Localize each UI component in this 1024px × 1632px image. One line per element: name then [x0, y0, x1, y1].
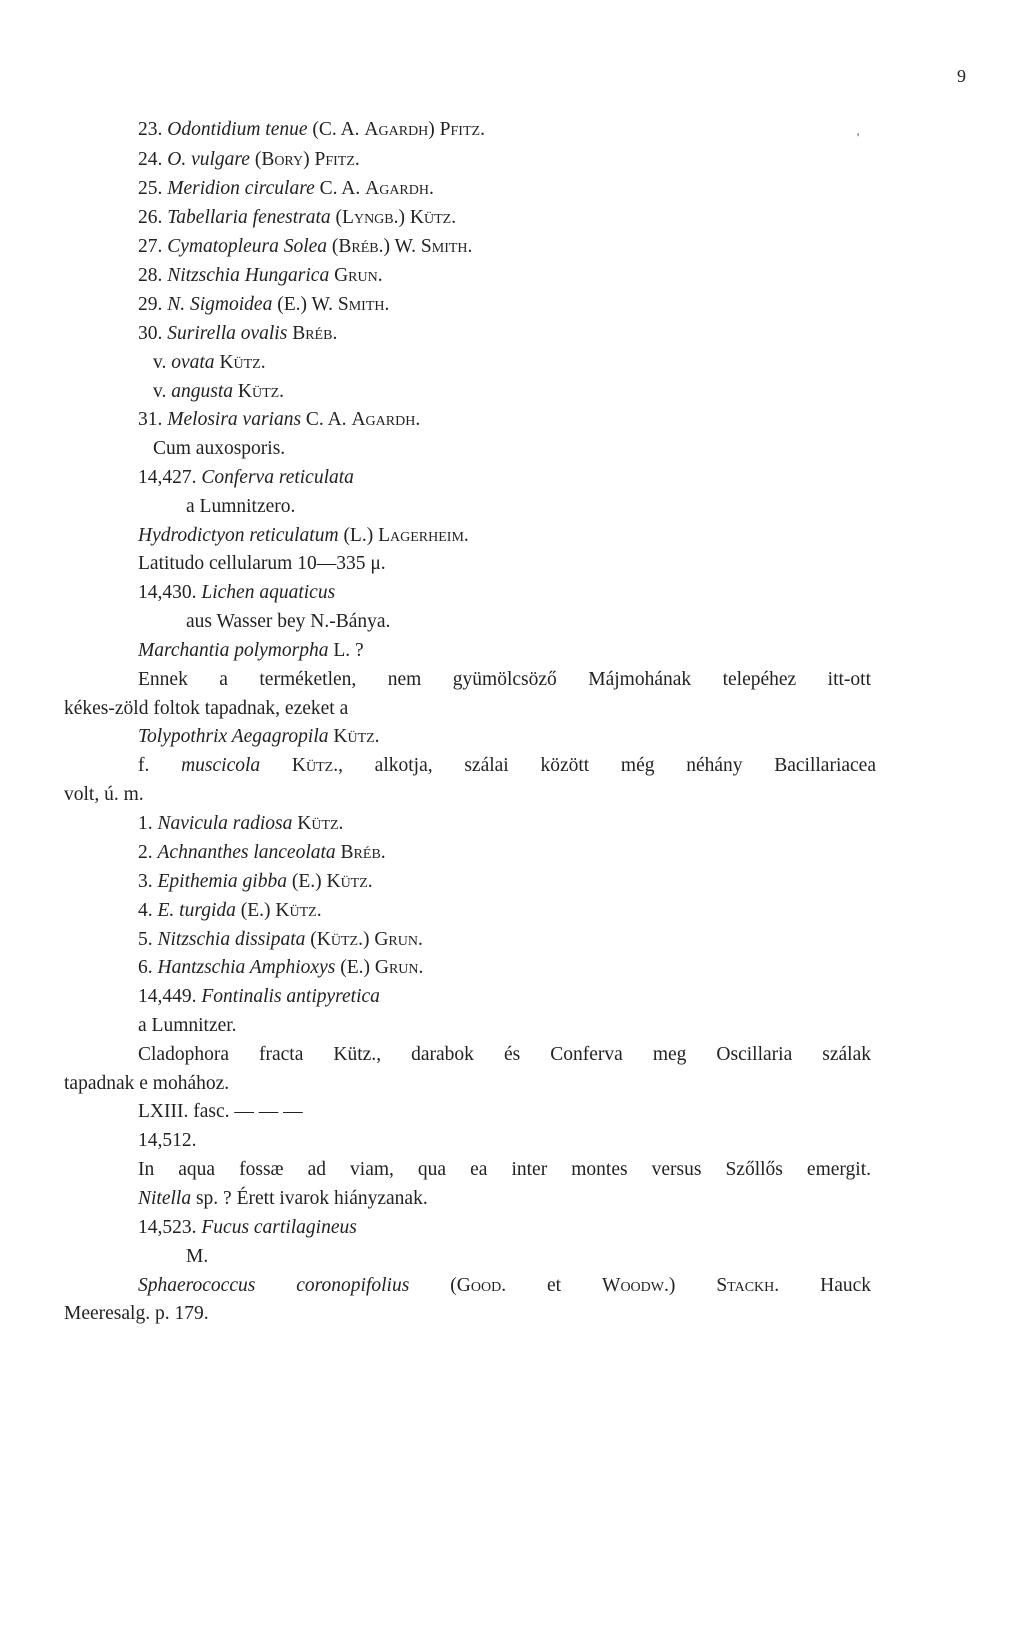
- species-name: Melosira varians: [167, 409, 302, 430]
- text-segment: Ennek a terméketlen, nem gyümölcsöző Májmohának telepéhez itt-ott: [138, 669, 871, 690]
- species-name: Nitzschia Hungarica: [167, 265, 330, 286]
- text-line: [138, 930, 423, 950]
- text-line: [64, 1304, 209, 1324]
- text-line: [138, 324, 337, 344]
- author-name: Kütz: [291, 755, 334, 776]
- text-segment: v.: [153, 381, 172, 402]
- text-segment: .: [417, 929, 423, 950]
- text-segment: 31.: [138, 409, 168, 430]
- author-name: Kütz: [316, 929, 359, 950]
- species-name: Conferva reticulata: [201, 467, 354, 488]
- species-name: Tabellaria fenestrata: [167, 207, 331, 228]
- text-segment: (: [305, 929, 317, 950]
- text-line: [138, 583, 335, 603]
- text-segment: 14,427.: [138, 467, 202, 488]
- author-name: Pfitz: [439, 119, 481, 140]
- text-segment: a Lumnitzero.: [186, 496, 296, 517]
- species-name: N. Sigmoidea: [167, 294, 273, 315]
- text-segment: [260, 755, 292, 776]
- text-line: [153, 439, 285, 459]
- author-name: Kütz: [275, 900, 317, 921]
- text-segment: .) W.: [378, 236, 421, 257]
- species-name: angusta: [171, 381, 233, 402]
- text-segment: .: [374, 726, 380, 747]
- text-segment: Meeresalg. p. 179.: [64, 1303, 209, 1324]
- text-line: [138, 901, 322, 921]
- text-segment: (E.): [286, 871, 327, 892]
- text-line: [138, 179, 434, 199]
- text-segment: .: [316, 900, 322, 921]
- text-segment: .): [358, 929, 375, 950]
- text-line: [153, 353, 266, 373]
- text-line: [138, 727, 380, 747]
- text-segment: .: [415, 409, 421, 430]
- text-segment: L. ?: [328, 640, 364, 661]
- text-line: [138, 1276, 871, 1296]
- author-name: Grun: [334, 265, 378, 286]
- text-line: [153, 382, 284, 402]
- text-segment: (: [409, 1275, 457, 1296]
- text-segment: 14,449.: [138, 986, 202, 1007]
- author-name: Bréb: [340, 842, 381, 863]
- text-line: [138, 814, 343, 834]
- text-segment: 4.: [138, 900, 158, 921]
- text-segment: (: [249, 149, 262, 170]
- author-name: Agardh: [351, 409, 416, 430]
- text-line: [64, 785, 144, 805]
- text-segment: M.: [186, 1246, 209, 1267]
- text-segment: .): [393, 207, 410, 228]
- author-name: Pfitz: [314, 149, 355, 170]
- author-name: Lyngb: [342, 207, 394, 228]
- text-line: [64, 1074, 229, 1094]
- species-name: Tolypothrix Aegagropila: [138, 726, 329, 747]
- author-name: Woodw: [602, 1275, 664, 1296]
- author-name: Kütz: [237, 381, 280, 402]
- text-segment: (E.): [335, 957, 375, 978]
- text-segment: 24.: [138, 149, 168, 170]
- text-segment: 5.: [138, 929, 158, 950]
- text-segment: .: [260, 352, 266, 373]
- text-line: [138, 641, 364, 661]
- species-name: Navicula radiosa: [157, 813, 293, 834]
- text-segment: tapadnak e mohához.: [64, 1073, 230, 1094]
- text-segment: .: [279, 381, 285, 402]
- text-line: [138, 756, 876, 776]
- species-name: Nitella: [138, 1188, 192, 1209]
- text-segment: .: [480, 119, 485, 140]
- text-segment: .: [367, 871, 373, 892]
- text-segment: 3.: [138, 871, 158, 892]
- text-segment: C. A.: [301, 409, 352, 430]
- text-line: [138, 1189, 428, 1209]
- text-segment: aus Wasser bey N.-Bánya.: [186, 611, 391, 632]
- text-segment: In aqua fossæ ad viam, qua ea inter montes versus Szőllős emergit.: [138, 1159, 871, 1180]
- text-segment: ., alkotja, szálai között még néhány Bacillariacea: [333, 755, 876, 776]
- text-segment: (L.): [338, 525, 379, 546]
- text-segment: .): [664, 1275, 717, 1296]
- text-segment: f.: [138, 755, 182, 776]
- author-name: Stackh: [716, 1275, 775, 1296]
- author-name: Bory: [261, 149, 304, 170]
- author-name: Grun: [374, 929, 418, 950]
- species-name: Hydrodictyon reticulatum: [138, 525, 339, 546]
- species-name: Cymatopleura Solea: [167, 236, 328, 257]
- text-segment: Cum auxosporis.: [153, 438, 286, 459]
- text-segment: (C. A.: [307, 119, 365, 140]
- text-line: [138, 1131, 197, 1151]
- text-segment: .: [332, 323, 338, 344]
- text-segment: 30.: [138, 323, 168, 344]
- text-line: [138, 208, 456, 228]
- text-line: [138, 670, 871, 690]
- text-segment: kékes-zöld foltok tapadnak, ezeket a: [64, 698, 349, 719]
- author-name: Kütz: [326, 871, 368, 892]
- text-segment: 25.: [138, 178, 168, 199]
- text-segment: .: [418, 957, 424, 978]
- text-segment: .: [384, 294, 390, 315]
- text-line: [138, 468, 354, 488]
- text-segment: . Hauck: [774, 1275, 871, 1296]
- text-segment: 14,523.: [138, 1217, 202, 1238]
- species-name: Marchantia polymorpha: [138, 640, 329, 661]
- author-name: Kütz: [219, 352, 261, 373]
- text-line: [138, 526, 469, 546]
- text-segment: .: [463, 525, 469, 546]
- text-segment: .: [451, 207, 457, 228]
- text-line: [138, 1218, 357, 1238]
- text-line: [138, 150, 360, 170]
- text-segment: 27.: [138, 236, 168, 257]
- species-name: Achnanthes lanceolata: [157, 842, 336, 863]
- text-segment: 6.: [138, 957, 158, 978]
- text-line: [138, 120, 485, 140]
- author-name: Kütz: [409, 207, 452, 228]
- text-segment: volt, ú. m.: [64, 784, 144, 805]
- text-segment: 23.: [138, 119, 168, 140]
- text-line: [138, 295, 389, 315]
- text-line: [138, 1016, 237, 1036]
- text-segment: .: [338, 813, 344, 834]
- species-name: Epithemia gibba: [157, 871, 287, 892]
- text-segment: C. A.: [314, 178, 366, 199]
- author-name: Agardh: [365, 178, 429, 199]
- species-name: Meridion circulare: [167, 178, 315, 199]
- species-name: O. vulgare: [167, 149, 250, 170]
- text-segment: 2.: [138, 842, 158, 863]
- text-line: [186, 612, 390, 632]
- text-line: [138, 237, 472, 257]
- species-name: muscicola: [181, 755, 261, 776]
- text-segment: .: [429, 178, 434, 199]
- text-segment: Cladophora fracta Kütz., darabok és Conferva meg Oscillaria szálak: [138, 1044, 871, 1065]
- text-segment: (: [327, 236, 339, 257]
- text-segment: .: [354, 149, 360, 170]
- species-name: Odontidium tenue: [167, 119, 308, 140]
- text-segment: .: [377, 265, 383, 286]
- author-name: Agardh: [364, 119, 429, 140]
- text-line: [138, 987, 380, 1007]
- text-segment: v.: [153, 352, 172, 373]
- species-name: Fontinalis antipyretica: [201, 986, 380, 1007]
- species-name: Nitzschia dissipata: [157, 929, 306, 950]
- species-name: Lichen aquaticus: [201, 582, 336, 603]
- author-name: Smith: [420, 236, 468, 257]
- author-name: Grun: [374, 957, 419, 978]
- text-segment: . et: [501, 1275, 603, 1296]
- text-line: [138, 1160, 871, 1180]
- text-segment: 14,430.: [138, 582, 202, 603]
- page-number: 9: [957, 66, 966, 86]
- text-line: [138, 872, 373, 892]
- text-segment: Latitudo cellularum 10—335 μ.: [138, 553, 386, 574]
- author-name: Smith: [337, 294, 385, 315]
- text-segment: 28.: [138, 265, 168, 286]
- text-segment: 14,512.: [138, 1130, 197, 1151]
- text-line: [138, 266, 383, 286]
- text-line: [138, 1045, 871, 1065]
- author-name: Kütz: [333, 726, 375, 747]
- text-segment: (E.) W.: [272, 294, 338, 315]
- species-name: E. turgida: [157, 900, 236, 921]
- author-name: Good: [456, 1275, 502, 1296]
- text-segment: (: [330, 207, 343, 228]
- text-segment: ): [303, 149, 315, 170]
- author-name: Kütz: [297, 813, 339, 834]
- text-line: [138, 843, 386, 863]
- text-line: [138, 958, 423, 978]
- author-name: Bréb: [338, 236, 379, 257]
- text-segment: 1.: [138, 813, 158, 834]
- author-name: Lagerheim: [378, 525, 464, 546]
- species-name: ovata: [171, 352, 215, 373]
- text-segment: LXIII. fasc. — — —: [138, 1101, 303, 1122]
- print-speck: ': [857, 130, 860, 144]
- author-name: Bréb: [292, 323, 333, 344]
- text-line: [138, 410, 420, 430]
- text-line: [186, 1247, 208, 1267]
- text-line: [138, 1102, 303, 1122]
- species-name: Surirella ovalis: [167, 323, 288, 344]
- species-name: Fucus cartilagineus: [201, 1217, 357, 1238]
- text-segment: ): [428, 119, 440, 140]
- species-name: Sphaerococcus coronopifolius: [138, 1275, 410, 1296]
- text-segment: .: [380, 842, 386, 863]
- text-segment: sp. ? Érett ivarok hiányzanak.: [191, 1188, 428, 1209]
- text-segment: (E.): [235, 900, 276, 921]
- species-name: Hantzschia Amphioxys: [157, 957, 336, 978]
- text-segment: .: [467, 236, 473, 257]
- text-segment: 26.: [138, 207, 168, 228]
- text-line: [186, 497, 295, 517]
- text-line: [138, 554, 386, 574]
- text-segment: 29.: [138, 294, 168, 315]
- text-line: [64, 699, 348, 719]
- text-segment: a Lumnitzer.: [138, 1015, 237, 1036]
